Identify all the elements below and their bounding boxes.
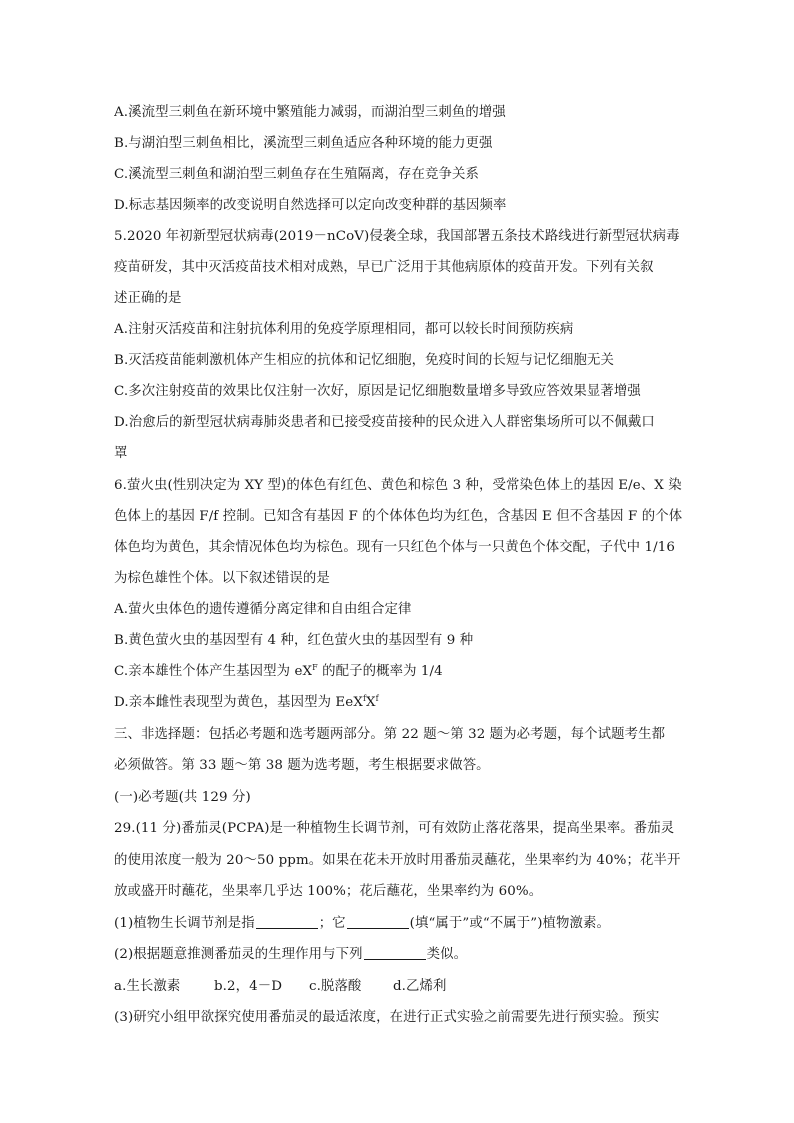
q5-stem-line-2: 疫苗研发，其中灭活疫苗技术相对成熟，早已广泛用于其他病原体的疫苗开发。下列有关叙 [114, 260, 654, 275]
q5-option-d-line-1: D.治愈后的新型冠状病毒肺炎患者和已接受疫苗接种的民众进入人群密集场所可以不佩戴口 [114, 415, 655, 430]
q6-option-c-superscript: F [312, 663, 318, 672]
q5-option-c: C.多次注射疫苗的效果比仅注射一次好，原因是记忆细胞数量增多导致应答效果显著增强 [114, 384, 641, 399]
q6-option-d-superscript-2: f [375, 694, 379, 703]
q29-stem-line-3: 放或盛开时蘸花，坐果率几乎达 100%；花后蘸花，坐果率约为 60%。 [114, 884, 543, 899]
q6-option-b: B.黄色萤火虫的基因型有 4 种，红色萤火虫的基因型有 9 种 [114, 633, 474, 648]
section-3-heading-line-1: 三、非选择题：包括必考题和选考题两部分。第 22 题～第 32 题为必考题，每个试题考生都 [114, 727, 666, 742]
q5-option-a: A.注射灭活疫苗和注射抗体利用的免疫学原理相同，都可以较长时间预防疾病 [114, 322, 574, 337]
q29-stem-line-1: 29.(11 分)番茄灵(PCPA)是一种植物生长调节剂，可有效防止落花落果，提高坐果率。番茄灵 [114, 821, 675, 836]
q29-sub-2-text: (2)根据题意推测番茄灵的生理作用与下列 [114, 947, 363, 962]
q6-option-d [114, 691, 684, 715]
q6-option-a: A.萤火虫体色的遗传遵循分离定律和自由组合定律 [114, 602, 412, 617]
q4-option-b: B.与湖泊型三刺鱼相比，溪流型三刺鱼适应各种环境的能力更强 [114, 136, 493, 151]
q6-stem-line-1: 6.萤火虫(性别决定为 XY 型)的体色有红色、黄色和棕色 3 种，受常染色体上的基因 E/e、X 染 [114, 478, 682, 493]
choice-c: c.脱落酸 [309, 979, 362, 994]
q29-sub-1-tail: (填“属于”或“不属于”)植物激素。 [409, 916, 610, 931]
q6-option-c [114, 660, 684, 684]
required-questions-label: (一)必考题(共 129 分) [114, 790, 251, 805]
q4-option-d: D.标志基因频率的改变说明自然选择可以定向改变种群的基因频率 [114, 198, 507, 213]
answer-blank-3[interactable] [364, 945, 426, 960]
q6-option-d-mid: X [366, 695, 376, 710]
q5-stem-line-1: 5.2020 年初新型冠状病毒(2019－nCoV)侵袭全球，我国部署五条技术路线进行新型冠状病毒 [114, 229, 680, 244]
q29-sub-2-tail: 类似。 [426, 947, 468, 962]
q29-sub-1-text: (1)植物生长调节剂是指 [114, 916, 255, 931]
q6-option-c-tail: 的配子的概率为 1/4 [317, 664, 443, 679]
q29-stem-line-2: 的使用浓度一般为 20～50 ppm。如果在花未开放时用番茄灵蘸花，坐果率约为 40%；花半开 [114, 853, 681, 868]
answer-blank-1[interactable] [256, 914, 318, 929]
q29-choices [114, 975, 684, 999]
section-3-heading-line-2: 必须做答。第 33 题～第 38 题为选考题，考生根据要求做答。 [114, 758, 490, 773]
q5-stem-line-3: 述正确的是 [114, 291, 182, 306]
q5-option-b: B.灭活疫苗能刺激机体产生相应的抗体和记忆细胞，免疫时间的长短与记忆细胞无关 [114, 353, 614, 368]
q29-sub-3: (3)研究小组甲欲探究使用番茄灵的最适浓度，在进行正式实验之前需要先进行预实验。预实 [114, 1010, 660, 1025]
choice-a: a.生长激素 [114, 979, 181, 994]
choice-b: b.2，4－D [214, 979, 283, 994]
q29-sub-1 [114, 912, 684, 936]
q6-option-d-text: D.亲本雌性表现型为黄色，基因型为 EeX [114, 695, 363, 710]
q6-option-c-text: C.亲本雄性个体产生基因型为 eX [114, 664, 313, 679]
q29-sub-1-mid: ；它 [318, 916, 346, 931]
q5-option-d-line-2: 罩 [114, 446, 128, 461]
q6-stem-line-3: 体色均为黄色，其余情况体色均为棕色。现有一只红色个体与一只黄色个体交配，子代中 1/16 [114, 540, 675, 555]
answer-blank-2[interactable] [347, 914, 409, 929]
q29-sub-2 [114, 943, 684, 967]
q4-option-c: C.溪流型三刺鱼和湖泊型三刺鱼存在生殖隔离，存在竞争关系 [114, 167, 479, 182]
q6-stem-line-4: 为棕色雄性个体。以下叙述错误的是 [114, 571, 330, 586]
q6-option-d-superscript-1: f [362, 694, 367, 703]
choice-d: d.乙烯利 [393, 979, 447, 994]
q4-option-a: A.溪流型三刺鱼在新环境中繁殖能力减弱，而湖泊型三刺鱼的增强 [114, 105, 506, 120]
q6-stem-line-2: 色体上的基因 F/f 控制。已知含有基因 F 的个体体色均为红色，含基因 E 但不含基因 F 的个体 [114, 509, 683, 524]
